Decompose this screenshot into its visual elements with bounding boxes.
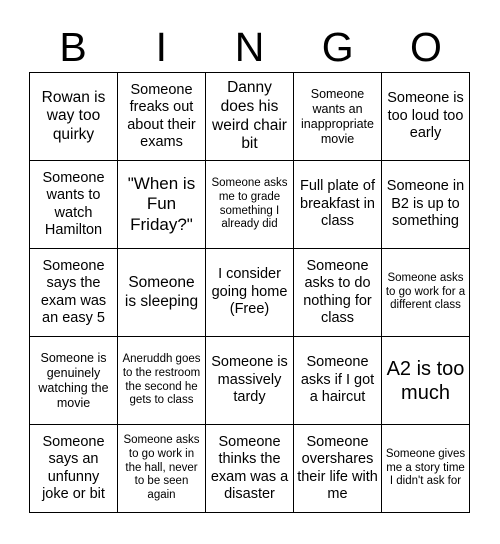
bingo-square-text: Someone says the exam was an easy 5 <box>40 257 107 326</box>
bingo-square-text: Aneruddh goes to the restroom the second he gets to class <box>122 352 201 407</box>
bingo-square-text: Someone asks to go work for a different class <box>385 271 466 312</box>
bingo-square-text: Someone is genuinely watching the movie <box>38 350 109 410</box>
bingo-square[interactable] <box>382 161 470 249</box>
bingo-square-text: A2 is too much <box>386 357 465 404</box>
bingo-square-text: Someone freaks out about their exams <box>127 81 196 150</box>
bingo-letter-i: I <box>155 23 167 70</box>
bingo-square-text: Someone wants to watch Hamilton <box>42 169 105 238</box>
bingo-square[interactable] <box>382 425 470 513</box>
bingo-square-text: Someone says an unfunny joke or bit <box>42 433 105 502</box>
bingo-square-text: Full plate of breakfast in class <box>300 178 375 230</box>
bingo-square[interactable] <box>118 249 206 337</box>
bingo-square-text: Someone is sleeping <box>124 273 199 310</box>
bingo-square-text: Rowan is way too quirky <box>41 88 106 143</box>
bingo-square[interactable] <box>30 73 118 161</box>
bingo-square[interactable] <box>294 73 382 161</box>
bingo-square-text: Danny does his weird chair bit <box>212 79 287 153</box>
bingo-square-text: I consider going home (Free) <box>211 266 288 318</box>
bingo-square-text: Someone is massively tardy <box>211 354 288 406</box>
bingo-square[interactable] <box>30 425 118 513</box>
bingo-square[interactable] <box>294 337 382 425</box>
bingo-square[interactable] <box>294 249 382 337</box>
bingo-square[interactable] <box>118 161 206 249</box>
bingo-square-text: Someone gives me a story time I didn't ask for <box>385 447 466 488</box>
bingo-square-text: "When is Fun Friday?" <box>127 173 196 234</box>
bingo-card-grid <box>29 72 470 513</box>
bingo-letter-g: G <box>321 23 354 70</box>
bingo-square-text: Someone overshares their life with me <box>297 433 378 502</box>
bingo-square[interactable] <box>382 337 470 425</box>
bingo-square[interactable] <box>382 73 470 161</box>
bingo-square-text: Someone asks if I got a haircut <box>300 354 375 406</box>
bingo-square-text: Someone is too loud too early <box>387 90 464 142</box>
bingo-square[interactable] <box>118 337 206 425</box>
bingo-square[interactable] <box>30 249 118 337</box>
bingo-square[interactable] <box>30 161 118 249</box>
bingo-square[interactable] <box>294 161 382 249</box>
bingo-square[interactable] <box>382 249 470 337</box>
bingo-letter-n: N <box>234 23 265 70</box>
bingo-header <box>29 22 470 72</box>
bingo-letter-o: O <box>409 23 442 70</box>
bingo-square[interactable] <box>118 425 206 513</box>
bingo-letter-b: B <box>59 23 87 70</box>
bingo-square[interactable] <box>118 73 206 161</box>
bingo-square[interactable] <box>206 249 294 337</box>
bingo-square[interactable] <box>206 161 294 249</box>
bingo-square-text: Someone asks me to grade something I already did <box>211 176 288 231</box>
bingo-square[interactable] <box>206 337 294 425</box>
bingo-square-text: Someone in B2 is up to something <box>386 178 465 230</box>
bingo-square-text: Someone wants an inappropriate movie <box>301 86 374 146</box>
bingo-square[interactable] <box>294 425 382 513</box>
bingo-square[interactable] <box>206 73 294 161</box>
bingo-square-text: Someone asks to do nothing for class <box>303 257 372 326</box>
bingo-square[interactable] <box>206 425 294 513</box>
bingo-square-text: Someone asks to go work in the hall, never to be seen again <box>123 434 200 502</box>
bingo-square-text: Someone thinks the exam was a disaster <box>210 433 289 502</box>
bingo-square[interactable] <box>30 337 118 425</box>
